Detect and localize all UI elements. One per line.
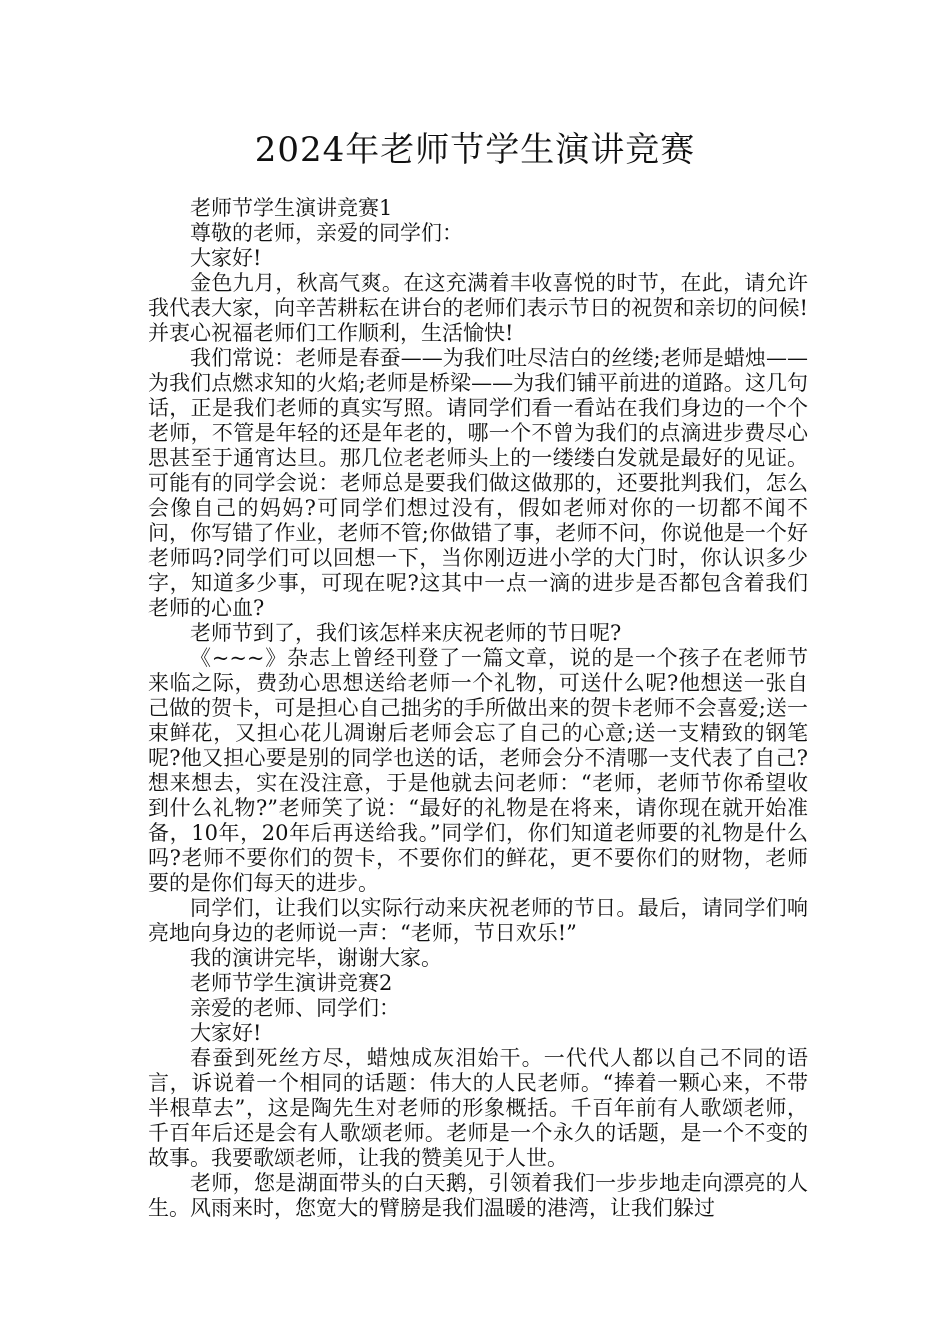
salutation: 尊敬的老师，亲爱的同学们： bbox=[190, 221, 463, 245]
section-heading-2: 老师节学生演讲竞赛2 bbox=[190, 971, 393, 995]
closing: 我的演讲完毕，谢谢大家。 bbox=[190, 946, 442, 970]
document-body bbox=[148, 196, 808, 1221]
section-heading-1: 老师节学生演讲竞赛1 bbox=[190, 196, 393, 220]
greeting: 大家好! bbox=[190, 246, 262, 270]
salutation: 亲爱的老师、同学们： bbox=[190, 996, 400, 1020]
body-paragraph: 同学们，让我们以实际行动来庆祝老师的节日。最后，请同学们响亮地向身边的老师说一声：“老师，节日欢乐!” bbox=[148, 896, 808, 945]
greeting: 大家好! bbox=[190, 1021, 262, 1045]
body-paragraph: 我们常说：老师是春蚕——为我们吐尽洁白的丝缕;老师是蜡烛——为我们点燃求知的火焰;老师是桥梁——为我们铺平前进的道路。这几句话，正是我们老师的真实写照。请同学们看一看站在我们身边的一个个老师，不管是年轻的还是年老的，哪一个不曾为我们的点滴进步费尽心思甚至于通宵达旦。那几位老老师头上的一缕缕白发就是最好的见证。可能有的同学会说：老师总是要我们做这做那的，还要批判我们，怎么会像自己的妈妈?可同学们想过没有，假如老师对你的一切都不闻不问，你写错了作业，老师不管;你做错了事，老师不问，你说他是一个好老师吗?同学们可以回想一下，当你刚迈进小学的大门时，你认识多少字，知道多少事，可现在呢?这其中一点一滴的进步是否都包含着我们老师的心血? bbox=[148, 346, 808, 620]
body-paragraph: 春蚕到死丝方尽，蜡烛成灰泪始干。一代代人都以自己不同的语言，诉说着一个相同的话题：伟大的人民老师。“捧着一颗心来，不带半根草去”，这是陶先生对老师的形象概括。千百年前有人歌颂老师，千百年后还是会有人歌颂老师。老师是一个永久的话题，是一个不变的故事。我要歌颂老师，让我的赞美见于人世。 bbox=[148, 1046, 808, 1170]
body-paragraph: 《~~~》杂志上曾经刊登了一篇文章，说的是一个孩子在老师节来临之际，费劲心思想送给老师一个礼物，可送什么呢?他想送一张自己做的贺卡，可是担心自己拙劣的手所做出来的贺卡老师不会喜爱;送一束鲜花，又担心花儿凋谢后老师会忘了自己的心意;送一支精致的钢笔呢?他又担心要是别的同学也送的话，老师会分不清哪一支代表了自己?想来想去，实在没注意，于是他就去问老师：“老师，老师节你希望收到什么礼物?”老师笑了说：“最好的礼物是在将来，请你现在就开始准备，10年，20年后再送给我。”同学们，你们知道老师要的礼物是什么吗?老师不要你们的贺卡，不要你们的鲜花，更不要你们的财物，老师要的是你们每天的进步。 bbox=[148, 646, 808, 895]
body-paragraph: 老师，您是湖面带头的白天鹅，引领着我们一步步地走向漂亮的人生。风雨来时，您宽大的臂膀是我们温暖的港湾，让我们躲过 bbox=[148, 1171, 808, 1220]
document-title: 2024年老师节学生演讲竞赛 bbox=[254, 130, 696, 170]
body-paragraph: 老师节到了，我们该怎样来庆祝老师的节日呢? bbox=[190, 621, 622, 645]
body-paragraph: 金色九月，秋高气爽。在这充满着丰收喜悦的时节，在此，请允许我代表大家，向辛苦耕耘在讲台的老师们表示节日的祝贺和亲切的问候!并衷心祝福老师们工作顺利，生活愉快! bbox=[148, 271, 808, 345]
